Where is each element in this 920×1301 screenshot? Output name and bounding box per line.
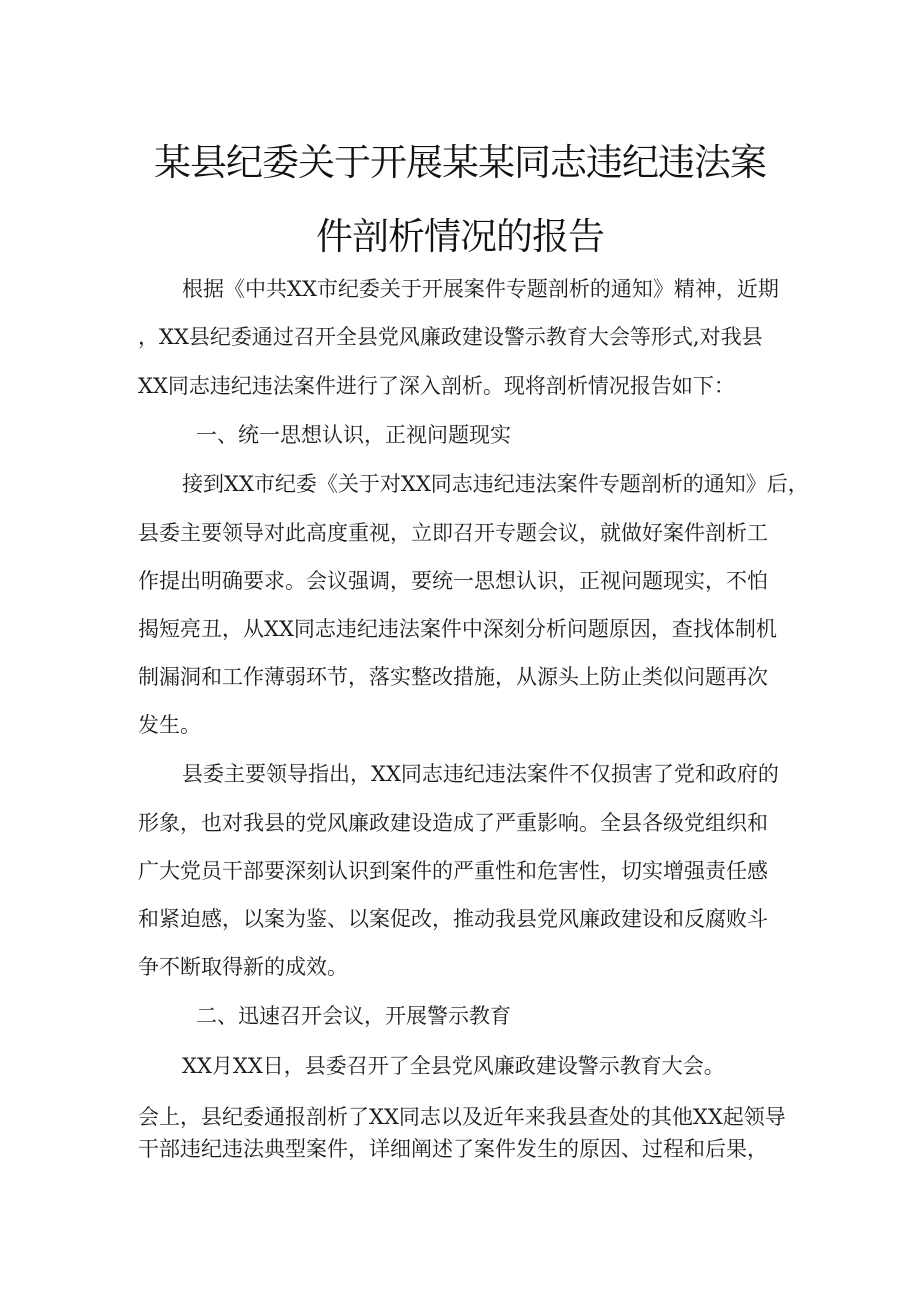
intro-line-1: 根据《中共XX市纪委关于开展案件专题剖析的通知》精神，近期 xyxy=(182,277,779,301)
section-2-para-2-line-1: 会上，县纪委通报剖析了XX同志以及近年来我县查处的其他XX起领导 xyxy=(138,1105,786,1129)
section-1-para-1-line-1: 接到XX市纪委《关于对XX同志违纪违法案件专题剖析的通知》后， xyxy=(182,472,809,496)
section-1-para-1-line-3: 作提出明确要求。会议强调，要统一思想认识，正视问题现实，不怕 xyxy=(138,569,768,593)
section-1-para-2-line-3: 广大党员干部要深刻认识到案件的严重性和危害性，切实增强责任感 xyxy=(138,859,768,883)
section-1-para-2-line-1: 县委主要领导指出，XX同志违纪违法案件不仅损害了党和政府的 xyxy=(182,762,779,786)
document-title-line-2: 件剖析情况的报告 xyxy=(316,215,604,258)
section-2-para-1-line-1: XX月XX日，县委召开了全县党风廉政建设警示教育大会。 xyxy=(182,1054,725,1078)
intro-line-2: ，XX县纪委通过召开全县党风廉政建设警示教育大会等形式,对我县 xyxy=(138,325,763,349)
section-1-para-1-line-4: 揭短亮丑，从XX同志违纪违法案件中深刻分析问题原因，查找体制机 xyxy=(138,617,777,641)
section-2-para-2-line-2: 干部违纪违法典型案件，详细阐述了案件发生的原因、过程和后果， xyxy=(138,1137,768,1161)
section-1-para-1-line-6: 发生。 xyxy=(138,713,201,737)
section-1-heading: 一、统一思想认识，正视问题现实 xyxy=(196,423,511,447)
section-1-para-2-line-5: 争不断取得新的成效。 xyxy=(138,955,348,979)
section-1-para-1-line-2: 县委主要领导对此高度重视，立即召开专题会议，就做好案件剖析工 xyxy=(138,521,768,545)
section-1-para-2-line-4: 和紧迫感，以案为鉴、以案促改，推动我县党风廉政建设和反腐败斗 xyxy=(138,907,768,931)
document-title-line-1: 某县纪委关于开展某某同志违纪违法案 xyxy=(154,141,766,184)
section-2-heading: 二、迅速召开会议，开展警示教育 xyxy=(196,1004,511,1028)
section-1-para-2-line-2: 形象，也对我县的党风廉政建设造成了严重影响。全县各级党组织和 xyxy=(138,811,768,835)
section-1-para-1-line-5: 制漏洞和工作薄弱环节，落实整改措施，从源头上防止类似问题再次 xyxy=(138,665,768,689)
intro-line-3: XX同志违纪违法案件进行了深入剖析。现将剖析情况报告如下： xyxy=(138,374,735,398)
